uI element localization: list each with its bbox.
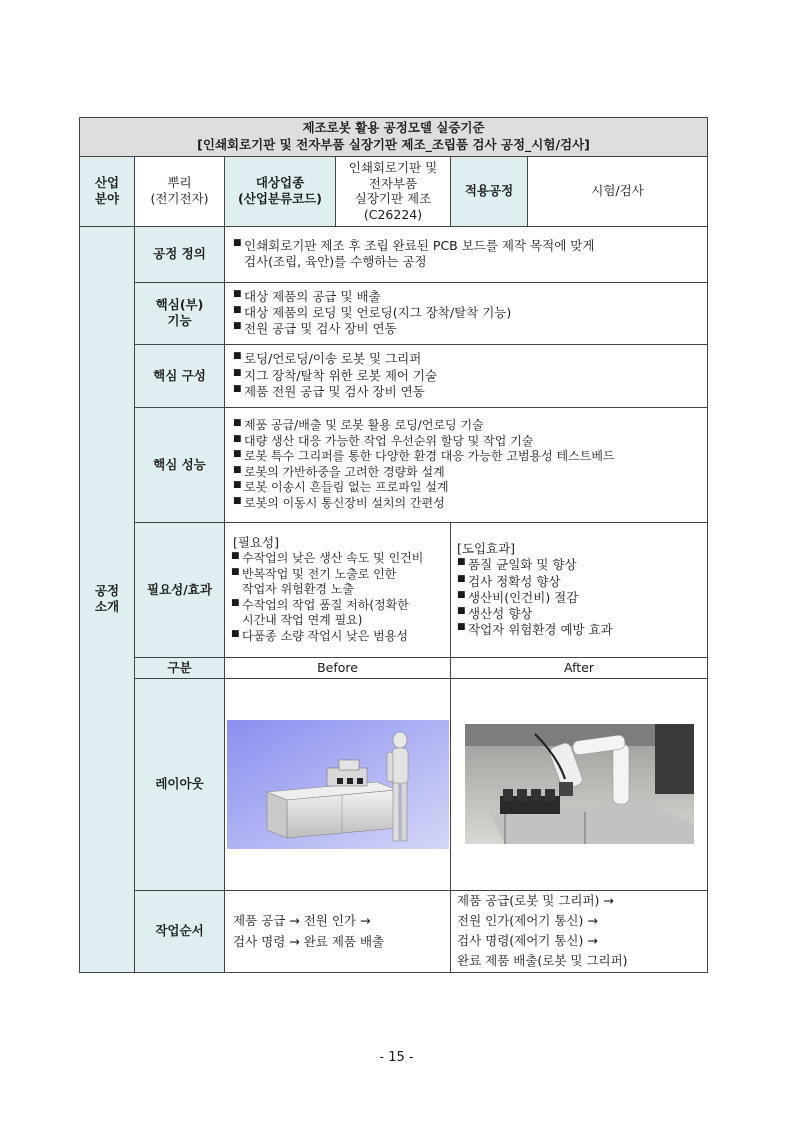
list-item: ■ 수작업의 작업 품질 저하(정확한 시간내 작업 연계 필요) <box>231 597 409 628</box>
list-item: ■ 제품 전원 공급 및 검사 장비 연동 <box>233 383 425 399</box>
core-performance-label: 핵심 성능 <box>135 407 225 522</box>
necessity-title: [필요성] <box>233 534 279 550</box>
spec-table <box>79 117 708 973</box>
after-header: After <box>451 657 708 678</box>
core-function-content <box>225 282 708 344</box>
list-item: ■ 로봇의 가반하중을 고려한 경량화 설계 <box>233 464 445 479</box>
list-item: ■ 다품종 소량 작업시 낮은 범용성 <box>231 629 408 644</box>
industry-value: 뿌리 (전기전자) <box>135 156 225 226</box>
industry-label: 산업 분야 <box>80 156 135 226</box>
core-config-content <box>225 344 708 407</box>
list-item: ■ 로딩/언로딩/이송 로봇 및 그리퍼 <box>233 351 422 367</box>
before-sequence-line: 제품 공급 → 전원 인가 → <box>233 913 371 928</box>
list-item: ■ 대량 생산 대응 가능한 작업 우선순위 할당 및 작업 기술 <box>233 433 534 448</box>
definition-line: 검사(조립, 육안)를 수행하는 공정 <box>244 254 427 270</box>
before-header: Before <box>225 657 451 678</box>
after-layout-cell <box>451 678 708 890</box>
before-sequence-line: 검사 명령 → 완료 제품 배출 <box>233 934 385 950</box>
list-item: ■ 품질 균일화 및 향상 <box>457 557 577 573</box>
effect-content <box>451 522 708 657</box>
necessity-content <box>225 522 451 657</box>
process-value: 시험/검사 <box>528 156 708 226</box>
section-label-process-intro: 공정 소개 <box>80 226 135 972</box>
after-sequence-line: 완료 제품 배출(로봇 및 그리퍼) <box>457 953 628 969</box>
list-item: ■ 로봇의 이동시 통신장비 설치의 간편성 <box>233 495 445 510</box>
target-industry-value: 인쇄회로기판 및 전자부품 실장기판 제조 (C26224) <box>336 156 451 226</box>
layout-label: 레이아웃 <box>135 678 225 890</box>
list-item: ■ 로봇 이송시 흔들림 없는 프로파일 설계 <box>233 480 449 495</box>
core-performance-content <box>225 407 708 522</box>
necessity-effect-label: 필요성/효과 <box>135 522 225 657</box>
before-layout-image <box>227 720 449 849</box>
sequence-label: 작업순서 <box>135 890 225 972</box>
list-item: ■ 생산비(인건비) 절감 <box>457 589 579 605</box>
title-line-2: [인쇄회로기판 및 전자부품 실장기판 제조_조립품 검사 공정_시험/검사] <box>197 136 590 152</box>
definition-label: 공정 정의 <box>135 226 225 282</box>
list-item: ■ 지그 장착/탈착 위한 로봇 제어 기술 <box>233 367 438 383</box>
division-label: 구분 <box>135 657 225 678</box>
core-config-label: 핵심 구성 <box>135 344 225 407</box>
list-item: ■ 수작업의 낮은 생산 속도 및 인건비 <box>231 551 424 566</box>
definition-line: ■ 인쇄회로기판 제조 후 조립 완료된 PCB 보드를 제작 목적에 맞게 <box>233 238 595 253</box>
definition-content <box>225 226 708 282</box>
target-industry-label: 대상업종 (산업분류코드) <box>225 156 336 226</box>
list-item: ■ 제품 공급/배출 및 로봇 활용 로딩/언로딩 기술 <box>233 417 484 432</box>
after-sequence-line: 제품 공급(로봇 및 그리퍼) → <box>457 893 614 909</box>
after-sequence <box>451 890 708 972</box>
core-function-label: 핵심(부) 기능 <box>135 282 225 344</box>
effect-title: [도입효과] <box>457 541 516 556</box>
process-label: 적용공정 <box>451 156 528 226</box>
before-sequence <box>225 890 451 972</box>
list-item: ■ 생산성 향상 <box>457 606 533 621</box>
list-item: ■ 검사 정확성 향상 <box>457 573 561 589</box>
after-sequence-line: 검사 명령(제어기 통신) → <box>457 933 598 949</box>
list-item: ■ 대상 제품의 로딩 및 언로딩(지그 장착/탈착 기능) <box>233 305 512 321</box>
list-item: ■ 반복작업 및 전기 노출로 인한 작업자 위험환경 노출 <box>231 566 397 597</box>
page-number: - 15 - <box>379 1050 414 1065</box>
list-item: ■ 로봇 특수 그리퍼를 통한 다양한 환경 대응 가능한 고범용성 테스트베드 <box>233 449 615 464</box>
after-sequence-line: 전원 인가(제어기 통신) → <box>457 913 598 929</box>
after-layout-image <box>465 724 694 844</box>
title-line-1: 제조로봇 활용 공정모델 실증기준 <box>302 120 485 135</box>
document-title <box>80 118 708 157</box>
list-item: ■ 대상 제품의 공급 및 배출 <box>233 288 381 304</box>
list-item: ■ 전원 공급 및 검사 장비 연동 <box>233 321 397 337</box>
before-layout-cell <box>225 678 451 890</box>
list-item: ■ 작업자 위험환경 예방 효과 <box>457 622 613 638</box>
